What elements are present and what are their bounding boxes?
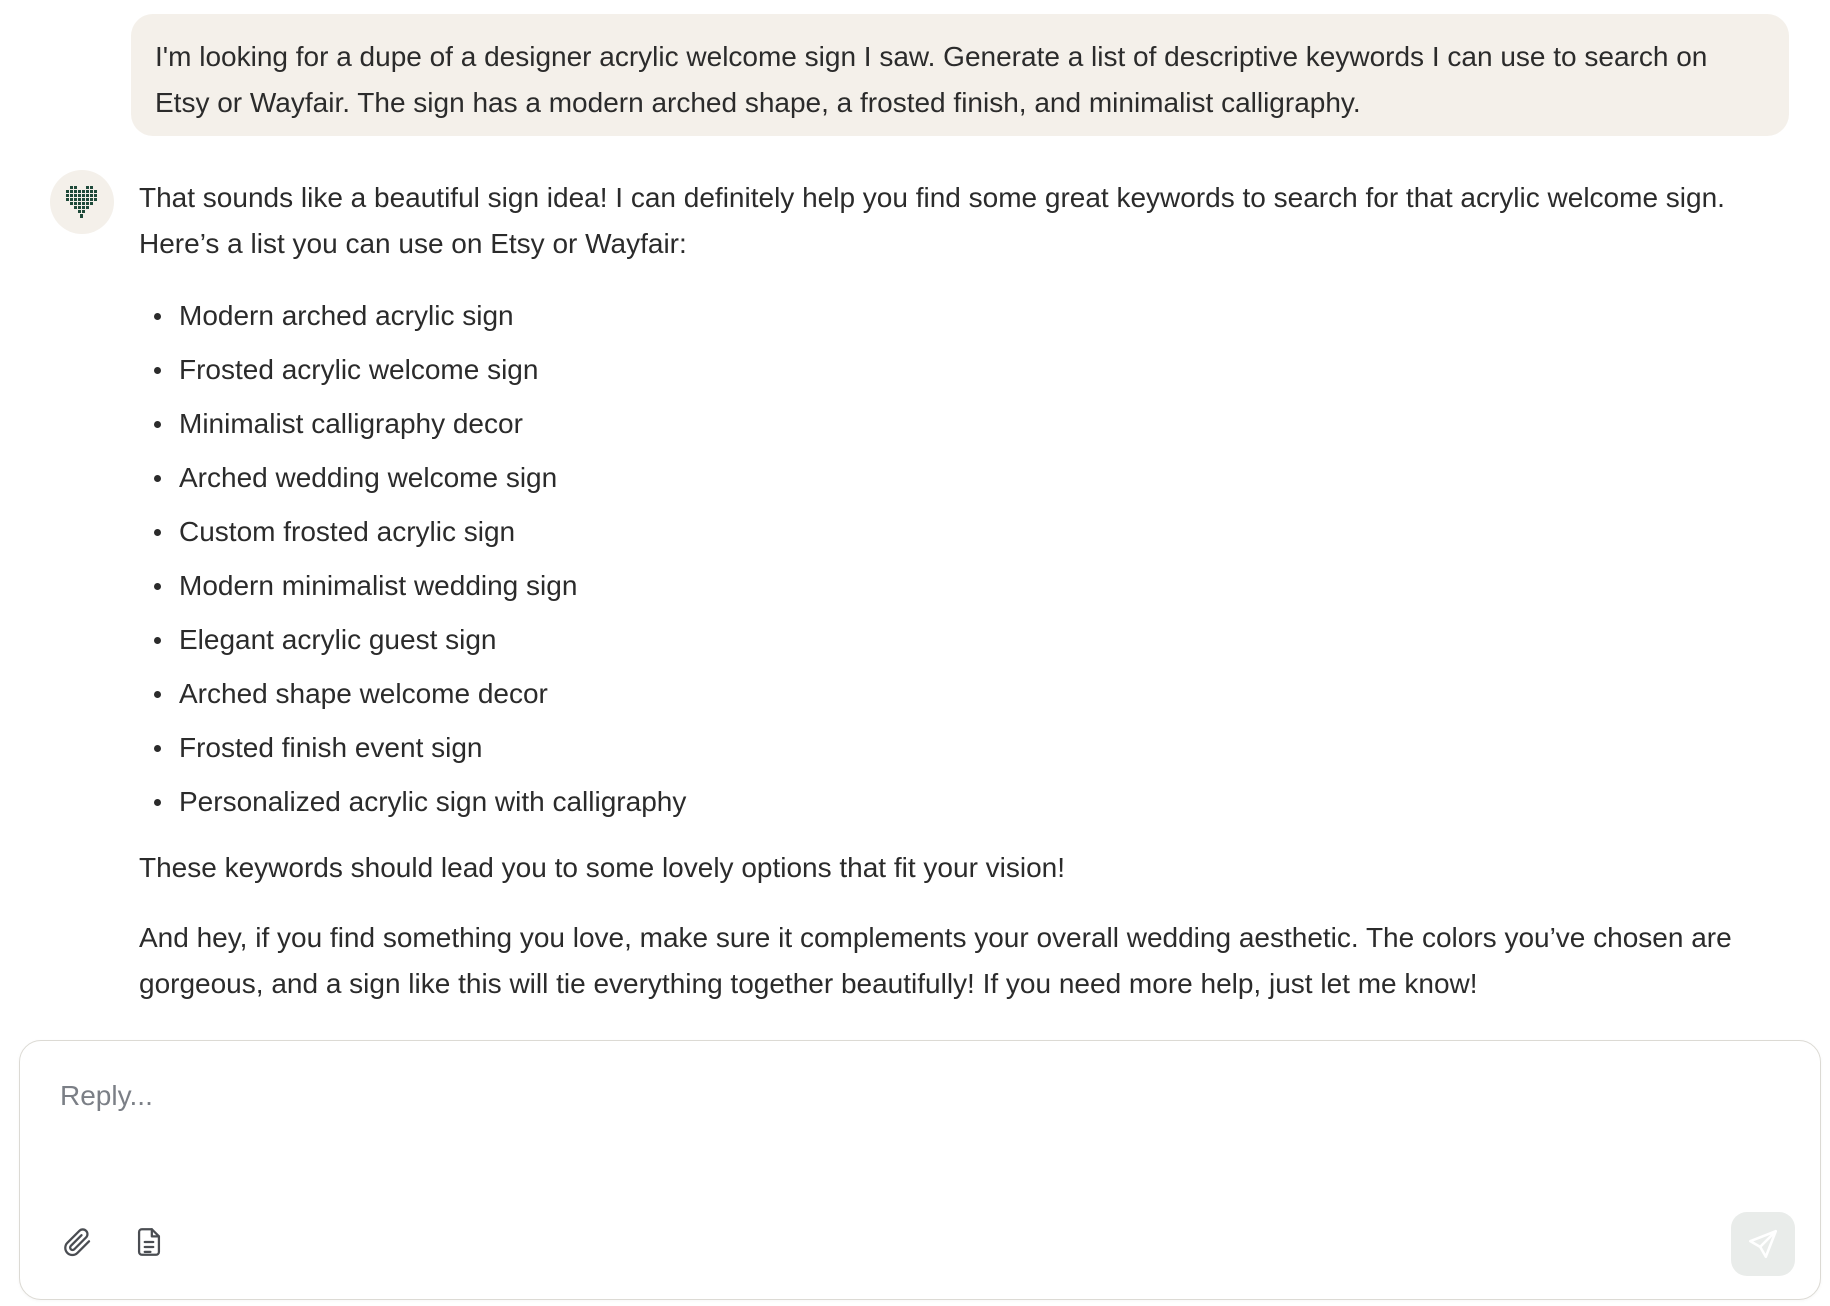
user-message-text: I'm looking for a dupe of a designer acrylic welcome sign I saw. Generate a list of descriptive keywords I can use to search on Etsy or Wayfair. The sign has a modern arched shape, a frosted finish, and minimalist calligraphy. xyxy=(155,41,1708,118)
reply-input[interactable] xyxy=(60,1071,1660,1121)
keyword-list-item: Modern arched acrylic sign xyxy=(139,289,686,343)
assistant-closing-text-2: And hey, if you find something you love, make sure it complements your overall wedding aesthetic. The colors you’ve chosen are gorgeous, and a sign like this will tie everything together beautifully! If you need more help, just let me know! xyxy=(139,922,1732,999)
assistant-intro-text: That sounds like a beautiful sign idea! I can definitely help you find some great keywords to search for that acrylic welcome sign. Here’s a list you can use on Etsy or Wayfair: xyxy=(139,182,1725,259)
keyword-list-item: Minimalist calligraphy decor xyxy=(139,397,686,451)
keyword-list-item: Frosted acrylic welcome sign xyxy=(139,343,686,397)
assistant-closing-text: These keywords should lead you to some lovely options that fit your vision! xyxy=(139,852,1066,883)
send-icon xyxy=(1746,1227,1780,1261)
keyword-list-item: Modern minimalist wedding sign xyxy=(139,559,686,613)
keyword-list-item: Frosted finish event sign xyxy=(139,721,686,775)
paperclip-icon xyxy=(60,1225,94,1259)
send-button[interactable] xyxy=(1731,1212,1795,1276)
keyword-list-item: Arched shape welcome decor xyxy=(139,667,686,721)
document-icon xyxy=(132,1225,166,1259)
pixel-heart-icon xyxy=(63,183,101,221)
keyword-list-item: Custom frosted acrylic sign xyxy=(139,505,686,559)
attach-button[interactable] xyxy=(57,1222,97,1262)
assistant-avatar xyxy=(50,170,114,234)
reply-composer xyxy=(19,1040,1821,1300)
keyword-list-item: Elegant acrylic guest sign xyxy=(139,613,686,667)
document-button[interactable] xyxy=(129,1222,169,1262)
keyword-list xyxy=(139,289,686,829)
user-message-bubble xyxy=(131,14,1789,136)
keyword-list-item: Personalized acrylic sign with calligraphy xyxy=(139,775,686,829)
keyword-list-item: Arched wedding welcome sign xyxy=(139,451,686,505)
